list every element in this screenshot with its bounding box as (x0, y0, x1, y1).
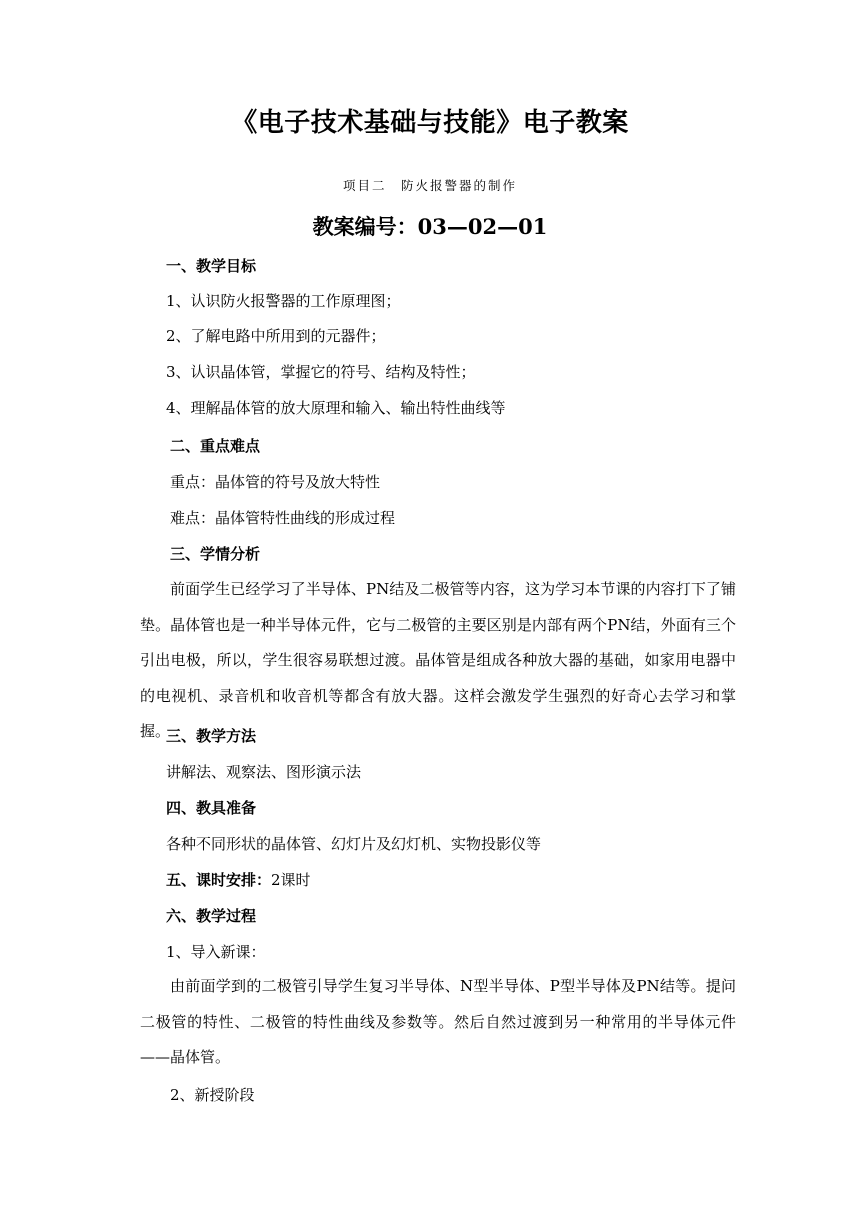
section-heading-objectives: 一、教学目标 (166, 257, 257, 275)
methods-content: 讲解法、观察法、图形演示法 (166, 763, 362, 781)
process-step: 2、新授阶段 (170, 1086, 255, 1104)
analysis-paragraph: 前面学生已经学习了半导体、PN结及二极管等内容，这为学习本节课的内容打下了铺垫。晶体管也是一种半导体元件，它与二极管的主要区别是内部有两个PN结，外面有三个引出电极，所以，学生很容易联想过渡。晶体管是组成各种放大器的基础，如家用电器中的电视机、录音机和收音机等都含有放大器。这样会激发学生强烈的好奇心去学习和掌握。 (140, 580, 736, 740)
schedule-content: 2课时 (271, 871, 311, 889)
equipment-content: 各种不同形状的晶体管、幻灯片及幻灯机、实物投影仪等 (166, 835, 542, 853)
process-step: 1、导入新课： (166, 943, 266, 961)
section-heading-analysis: 三、学情分析 (170, 545, 261, 563)
objective-item: 1、认识防火报警器的工作原理图； (166, 292, 401, 310)
section-heading-schedule: 五、课时安排： (166, 871, 272, 889)
project-subtitle: 项目二 防火报警器的制作 (342, 178, 517, 193)
section-heading-process: 六、教学过程 (166, 907, 257, 925)
section-heading-key-points: 二、重点难点 (170, 437, 261, 455)
intro-paragraph: 由前面学到的二极管引导学生复习半导体、N型半导体、P型半导体及PN结等。提问二极管的特性、二极管的特性曲线及参数等。然后自然过渡到另一种常用的半导体元件——晶体管。 (140, 977, 736, 1066)
section-heading-equipment: 四、教具准备 (166, 799, 257, 817)
document-title: 《电子技术基础与技能》电子教案 (231, 108, 629, 138)
key-point: 重点：晶体管的符号及放大特性 (170, 473, 381, 491)
schedule-line (166, 870, 311, 890)
objective-item: 3、认识晶体管，掌握它的符号、结构及特性； (166, 363, 476, 381)
objective-item: 4、理解晶体管的放大原理和输入、输出特性曲线等 (166, 399, 506, 417)
section-heading-methods: 三、教学方法 (166, 727, 257, 745)
objective-item: 2、了解电路中所用到的元器件； (166, 327, 386, 345)
difficult-point: 难点：晶体管特性曲线的形成过程 (170, 509, 396, 527)
lesson-code: 教案编号：03—02—01 (312, 214, 548, 239)
